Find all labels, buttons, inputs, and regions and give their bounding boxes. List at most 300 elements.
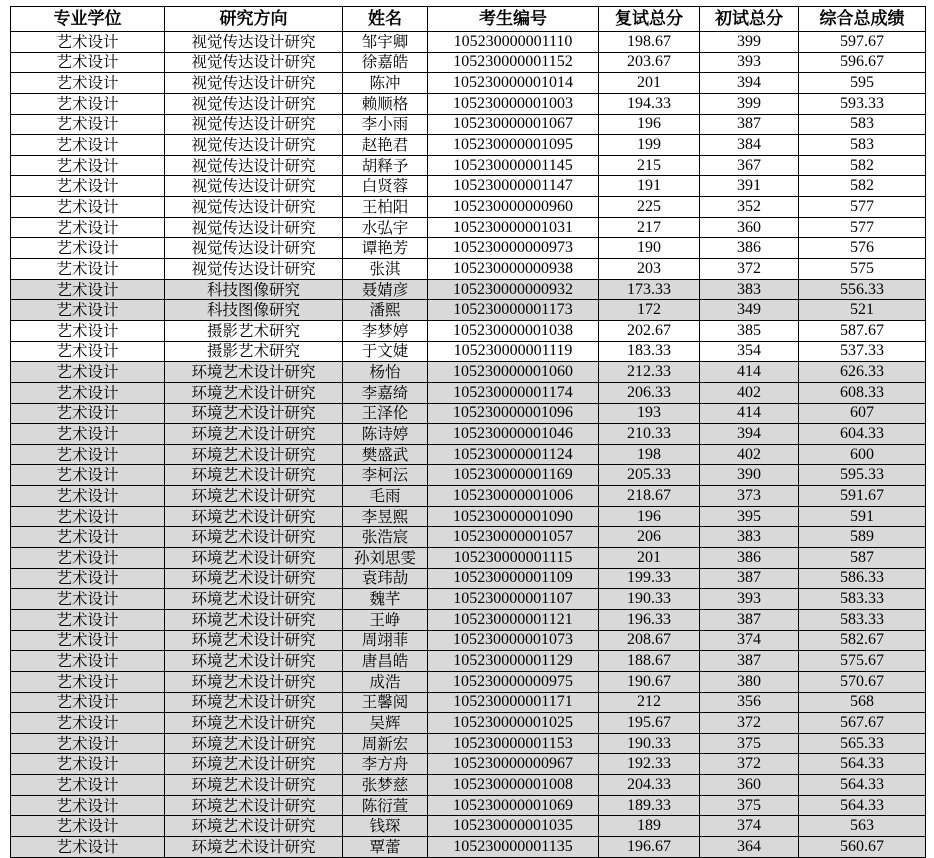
table-row [11,300,926,321]
cell-candidate-id: 105230000000975 [428,671,599,692]
cell-name: 李昱熙 [343,506,428,527]
cell-total-score: 600 [799,444,926,465]
table-row [11,527,926,548]
cell-total-score: 564.33 [799,795,926,816]
table-row [11,486,926,507]
cell-initial-score: 414 [700,403,799,424]
cell-total-score: 607 [799,403,926,424]
cell-name: 赵艳君 [343,135,428,156]
cell-name: 李方舟 [343,754,428,775]
cell-retest-score: 189 [599,816,700,837]
cell-retest-score: 210.33 [599,424,700,445]
cell-candidate-id: 105230000001109 [428,568,599,589]
cell-name: 聂婧彦 [343,279,428,300]
cell-retest-score: 188.67 [599,651,700,672]
cell-candidate-id: 105230000001067 [428,114,599,135]
cell-total-score: 608.33 [799,382,926,403]
cell-retest-score: 173.33 [599,279,700,300]
cell-retest-score: 189.33 [599,795,700,816]
table-row [11,465,926,486]
cell-retest-score: 196.67 [599,836,700,857]
cell-retest-score: 198 [599,444,700,465]
cell-name: 潘熙 [343,300,428,321]
cell-candidate-id: 105230000000960 [428,197,599,218]
cell-total-score: 597.67 [799,32,926,53]
cell-candidate-id: 105230000001153 [428,733,599,754]
cell-retest-score: 199.33 [599,568,700,589]
cell-degree: 艺术设计 [11,259,165,280]
cell-direction: 环境艺术设计研究 [165,506,343,527]
cell-direction: 环境艺术设计研究 [165,382,343,403]
cell-retest-score: 190.33 [599,733,700,754]
cell-total-score: 568 [799,692,926,713]
table-row [11,589,926,610]
cell-retest-score: 199 [599,135,700,156]
cell-initial-score: 399 [700,32,799,53]
cell-initial-score: 387 [700,568,799,589]
cell-candidate-id: 105230000001169 [428,465,599,486]
table-row [11,279,926,300]
cell-initial-score: 387 [700,651,799,672]
cell-direction: 视觉传达设计研究 [165,32,343,53]
cell-initial-score: 372 [700,713,799,734]
cell-name: 周翊菲 [343,630,428,651]
table-row [11,197,926,218]
cell-degree: 艺术设计 [11,486,165,507]
cell-total-score: 537.33 [799,341,926,362]
cell-initial-score: 391 [700,176,799,197]
cell-candidate-id: 105230000001173 [428,300,599,321]
cell-candidate-id: 105230000001014 [428,73,599,94]
cell-total-score: 560.67 [799,836,926,857]
cell-initial-score: 360 [700,775,799,796]
cell-total-score: 582.67 [799,630,926,651]
cell-direction: 视觉传达设计研究 [165,259,343,280]
cell-initial-score: 395 [700,506,799,527]
cell-degree: 艺术设计 [11,630,165,651]
cell-initial-score: 375 [700,795,799,816]
cell-initial-score: 414 [700,362,799,383]
cell-name: 王馨阅 [343,692,428,713]
cell-initial-score: 367 [700,155,799,176]
cell-initial-score: 375 [700,733,799,754]
cell-candidate-id: 105230000001095 [428,135,599,156]
cell-degree: 艺术设计 [11,692,165,713]
table-row [11,155,926,176]
cell-name: 胡释予 [343,155,428,176]
cell-retest-score: 190.67 [599,671,700,692]
cell-retest-score: 190.33 [599,589,700,610]
cell-retest-score: 205.33 [599,465,700,486]
cell-direction: 摄影艺术研究 [165,341,343,362]
cell-name: 王泽伦 [343,403,428,424]
cell-direction: 科技图像研究 [165,300,343,321]
table-row [11,733,926,754]
cell-degree: 艺术设计 [11,403,165,424]
cell-candidate-id: 105230000001060 [428,362,599,383]
cell-candidate-id: 105230000001038 [428,320,599,341]
cell-direction: 环境艺术设计研究 [165,816,343,837]
cell-candidate-id: 105230000001107 [428,589,599,610]
cell-candidate-id: 105230000001069 [428,795,599,816]
cell-total-score: 583.33 [799,589,926,610]
cell-name: 李梦婷 [343,320,428,341]
cell-retest-score: 198.67 [599,32,700,53]
header-retest-score: 复试总分 [599,7,700,32]
cell-initial-score: 354 [700,341,799,362]
table-row [11,424,926,445]
cell-name: 陈诗婷 [343,424,428,445]
cell-direction: 视觉传达设计研究 [165,217,343,238]
cell-retest-score: 191 [599,176,700,197]
cell-degree: 艺术设计 [11,775,165,796]
cell-total-score: 591 [799,506,926,527]
cell-name: 谭艳芳 [343,238,428,259]
cell-retest-score: 203.67 [599,52,700,73]
table-row [11,609,926,630]
cell-total-score: 604.33 [799,424,926,445]
cell-direction: 视觉传达设计研究 [165,135,343,156]
table-row [11,320,926,341]
cell-total-score: 589 [799,527,926,548]
cell-initial-score: 360 [700,217,799,238]
cell-name: 唐昌皓 [343,651,428,672]
cell-direction: 视觉传达设计研究 [165,155,343,176]
cell-total-score: 570.67 [799,671,926,692]
cell-candidate-id: 105230000001110 [428,32,599,53]
cell-total-score: 595.33 [799,465,926,486]
cell-retest-score: 201 [599,73,700,94]
header-name: 姓名 [343,7,428,32]
cell-degree: 艺术设计 [11,341,165,362]
table-row [11,32,926,53]
header-row [11,7,926,32]
cell-retest-score: 204.33 [599,775,700,796]
cell-degree: 艺术设计 [11,93,165,114]
cell-name: 吴辉 [343,713,428,734]
cell-retest-score: 192.33 [599,754,700,775]
cell-candidate-id: 105230000001145 [428,155,599,176]
cell-initial-score: 384 [700,135,799,156]
cell-direction: 环境艺术设计研究 [165,403,343,424]
cell-candidate-id: 105230000000938 [428,259,599,280]
cell-degree: 艺术设计 [11,32,165,53]
cell-candidate-id: 105230000001147 [428,176,599,197]
table-row [11,671,926,692]
cell-direction: 摄影艺术研究 [165,320,343,341]
cell-initial-score: 387 [700,114,799,135]
cell-direction: 科技图像研究 [165,279,343,300]
table-row [11,836,926,857]
cell-direction: 视觉传达设计研究 [165,93,343,114]
cell-retest-score: 201 [599,548,700,569]
cell-candidate-id: 105230000001115 [428,548,599,569]
cell-candidate-id: 105230000001096 [428,403,599,424]
cell-name: 白贤蓉 [343,176,428,197]
cell-total-score: 587 [799,548,926,569]
cell-name: 魏芊 [343,589,428,610]
cell-initial-score: 373 [700,486,799,507]
table-row [11,548,926,569]
table-row [11,651,926,672]
cell-total-score: 582 [799,155,926,176]
cell-degree: 艺术设计 [11,754,165,775]
cell-candidate-id: 105230000001073 [428,630,599,651]
cell-initial-score: 383 [700,279,799,300]
cell-name: 樊盛武 [343,444,428,465]
cell-direction: 环境艺术设计研究 [165,362,343,383]
table-row [11,135,926,156]
cell-degree: 艺术设计 [11,197,165,218]
table-row [11,506,926,527]
table-row [11,713,926,734]
table-row [11,816,926,837]
cell-total-score: 577 [799,217,926,238]
cell-degree: 艺术设计 [11,609,165,630]
cell-total-score: 556.33 [799,279,926,300]
cell-candidate-id: 105230000001119 [428,341,599,362]
cell-candidate-id: 105230000001174 [428,382,599,403]
header-total-score: 综合总成绩 [799,7,926,32]
cell-retest-score: 212.33 [599,362,700,383]
table-row [11,403,926,424]
cell-name: 张梦慈 [343,775,428,796]
cell-direction: 环境艺术设计研究 [165,692,343,713]
cell-initial-score: 383 [700,527,799,548]
cell-initial-score: 372 [700,259,799,280]
cell-name: 水弘宇 [343,217,428,238]
table-row [11,775,926,796]
cell-retest-score: 206 [599,527,700,548]
cell-name: 张淇 [343,259,428,280]
table-row [11,382,926,403]
table-row [11,73,926,94]
cell-name: 覃蕾 [343,836,428,857]
table-row [11,238,926,259]
cell-total-score: 565.33 [799,733,926,754]
cell-initial-score: 393 [700,52,799,73]
cell-candidate-id: 105230000001008 [428,775,599,796]
score-sheet [10,6,926,858]
cell-name: 钱琛 [343,816,428,837]
cell-degree: 艺术设计 [11,671,165,692]
cell-retest-score: 218.67 [599,486,700,507]
cell-candidate-id: 105230000001003 [428,93,599,114]
cell-degree: 艺术设计 [11,568,165,589]
cell-total-score: 583 [799,135,926,156]
cell-degree: 艺术设计 [11,733,165,754]
cell-direction: 环境艺术设计研究 [165,424,343,445]
cell-direction: 环境艺术设计研究 [165,651,343,672]
cell-candidate-id: 105230000001006 [428,486,599,507]
cell-direction: 环境艺术设计研究 [165,630,343,651]
table-row [11,692,926,713]
cell-total-score: 577 [799,197,926,218]
cell-total-score: 583 [799,114,926,135]
cell-name: 徐嘉皓 [343,52,428,73]
cell-total-score: 521 [799,300,926,321]
cell-total-score: 587.67 [799,320,926,341]
cell-direction: 环境艺术设计研究 [165,733,343,754]
cell-degree: 艺术设计 [11,238,165,259]
cell-candidate-id: 105230000001046 [428,424,599,445]
cell-direction: 环境艺术设计研究 [165,486,343,507]
cell-degree: 艺术设计 [11,114,165,135]
header-candidate-id: 考生编号 [428,7,599,32]
cell-direction: 视觉传达设计研究 [165,197,343,218]
cell-name: 孙刘思雯 [343,548,428,569]
cell-name: 袁玮劼 [343,568,428,589]
cell-degree: 艺术设计 [11,589,165,610]
table-row [11,259,926,280]
cell-candidate-id: 105230000001124 [428,444,599,465]
results-table [10,6,926,858]
cell-name: 陈冲 [343,73,428,94]
cell-direction: 视觉传达设计研究 [165,73,343,94]
cell-candidate-id: 105230000001171 [428,692,599,713]
cell-direction: 视觉传达设计研究 [165,114,343,135]
cell-total-score: 564.33 [799,775,926,796]
cell-degree: 艺术设计 [11,362,165,383]
cell-degree: 艺术设计 [11,279,165,300]
cell-direction: 环境艺术设计研究 [165,836,343,857]
cell-retest-score: 172 [599,300,700,321]
cell-direction: 环境艺术设计研究 [165,609,343,630]
cell-name: 李柯沄 [343,465,428,486]
cell-total-score: 564.33 [799,754,926,775]
table-row [11,341,926,362]
cell-total-score: 595 [799,73,926,94]
cell-retest-score: 196 [599,506,700,527]
table-row [11,176,926,197]
cell-candidate-id: 105230000001025 [428,713,599,734]
table-row [11,630,926,651]
cell-retest-score: 193 [599,403,700,424]
cell-candidate-id: 105230000000973 [428,238,599,259]
table-row [11,795,926,816]
cell-initial-score: 374 [700,816,799,837]
table-row [11,114,926,135]
cell-initial-score: 393 [700,589,799,610]
cell-degree: 艺术设计 [11,300,165,321]
cell-degree: 艺术设计 [11,713,165,734]
cell-initial-score: 356 [700,692,799,713]
cell-degree: 艺术设计 [11,382,165,403]
cell-retest-score: 183.33 [599,341,700,362]
cell-degree: 艺术设计 [11,217,165,238]
cell-direction: 视觉传达设计研究 [165,52,343,73]
cell-initial-score: 374 [700,630,799,651]
cell-total-score: 582 [799,176,926,197]
table-row [11,444,926,465]
cell-initial-score: 349 [700,300,799,321]
cell-total-score: 583.33 [799,609,926,630]
cell-degree: 艺术设计 [11,320,165,341]
cell-name: 张浩宸 [343,527,428,548]
cell-retest-score: 215 [599,155,700,176]
cell-degree: 艺术设计 [11,73,165,94]
cell-direction: 环境艺术设计研究 [165,568,343,589]
cell-degree: 艺术设计 [11,651,165,672]
cell-name: 于文婕 [343,341,428,362]
cell-name: 李小雨 [343,114,428,135]
cell-direction: 视觉传达设计研究 [165,176,343,197]
cell-retest-score: 225 [599,197,700,218]
cell-direction: 环境艺术设计研究 [165,795,343,816]
cell-candidate-id: 105230000001031 [428,217,599,238]
cell-name: 成浩 [343,671,428,692]
cell-candidate-id: 105230000001090 [428,506,599,527]
cell-name: 王柏阳 [343,197,428,218]
cell-candidate-id: 105230000000932 [428,279,599,300]
cell-retest-score: 212 [599,692,700,713]
cell-retest-score: 202.67 [599,320,700,341]
cell-candidate-id: 105230000001135 [428,836,599,857]
cell-degree: 艺术设计 [11,465,165,486]
cell-direction: 环境艺术设计研究 [165,754,343,775]
cell-retest-score: 190 [599,238,700,259]
cell-name: 赖顺格 [343,93,428,114]
cell-name: 王峥 [343,609,428,630]
header-initial-score: 初试总分 [700,7,799,32]
cell-initial-score: 394 [700,73,799,94]
cell-direction: 环境艺术设计研究 [165,548,343,569]
cell-degree: 艺术设计 [11,816,165,837]
cell-initial-score: 372 [700,754,799,775]
cell-initial-score: 364 [700,836,799,857]
cell-name: 毛雨 [343,486,428,507]
cell-direction: 视觉传达设计研究 [165,238,343,259]
cell-degree: 艺术设计 [11,836,165,857]
cell-name: 陈衍萱 [343,795,428,816]
cell-direction: 环境艺术设计研究 [165,444,343,465]
cell-direction: 环境艺术设计研究 [165,527,343,548]
cell-candidate-id: 105230000001121 [428,609,599,630]
cell-initial-score: 380 [700,671,799,692]
table-row [11,362,926,383]
cell-total-score: 563 [799,816,926,837]
cell-initial-score: 387 [700,609,799,630]
cell-total-score: 586.33 [799,568,926,589]
cell-initial-score: 386 [700,548,799,569]
cell-degree: 艺术设计 [11,424,165,445]
cell-degree: 艺术设计 [11,506,165,527]
cell-retest-score: 195.67 [599,713,700,734]
cell-candidate-id: 105230000001035 [428,816,599,837]
cell-degree: 艺术设计 [11,135,165,156]
cell-retest-score: 208.67 [599,630,700,651]
table-row [11,52,926,73]
table-body [11,32,926,858]
cell-retest-score: 206.33 [599,382,700,403]
cell-initial-score: 394 [700,424,799,445]
cell-degree: 艺术设计 [11,52,165,73]
cell-direction: 环境艺术设计研究 [165,775,343,796]
cell-candidate-id: 105230000000967 [428,754,599,775]
cell-initial-score: 386 [700,238,799,259]
cell-name: 李嘉绮 [343,382,428,403]
cell-name: 杨怡 [343,362,428,383]
cell-retest-score: 194.33 [599,93,700,114]
cell-name: 周新宏 [343,733,428,754]
table-row [11,568,926,589]
table-row [11,754,926,775]
cell-direction: 环境艺术设计研究 [165,589,343,610]
cell-name: 邹宇卿 [343,32,428,53]
table-row [11,217,926,238]
header-degree: 专业学位 [11,7,165,32]
cell-total-score: 575 [799,259,926,280]
